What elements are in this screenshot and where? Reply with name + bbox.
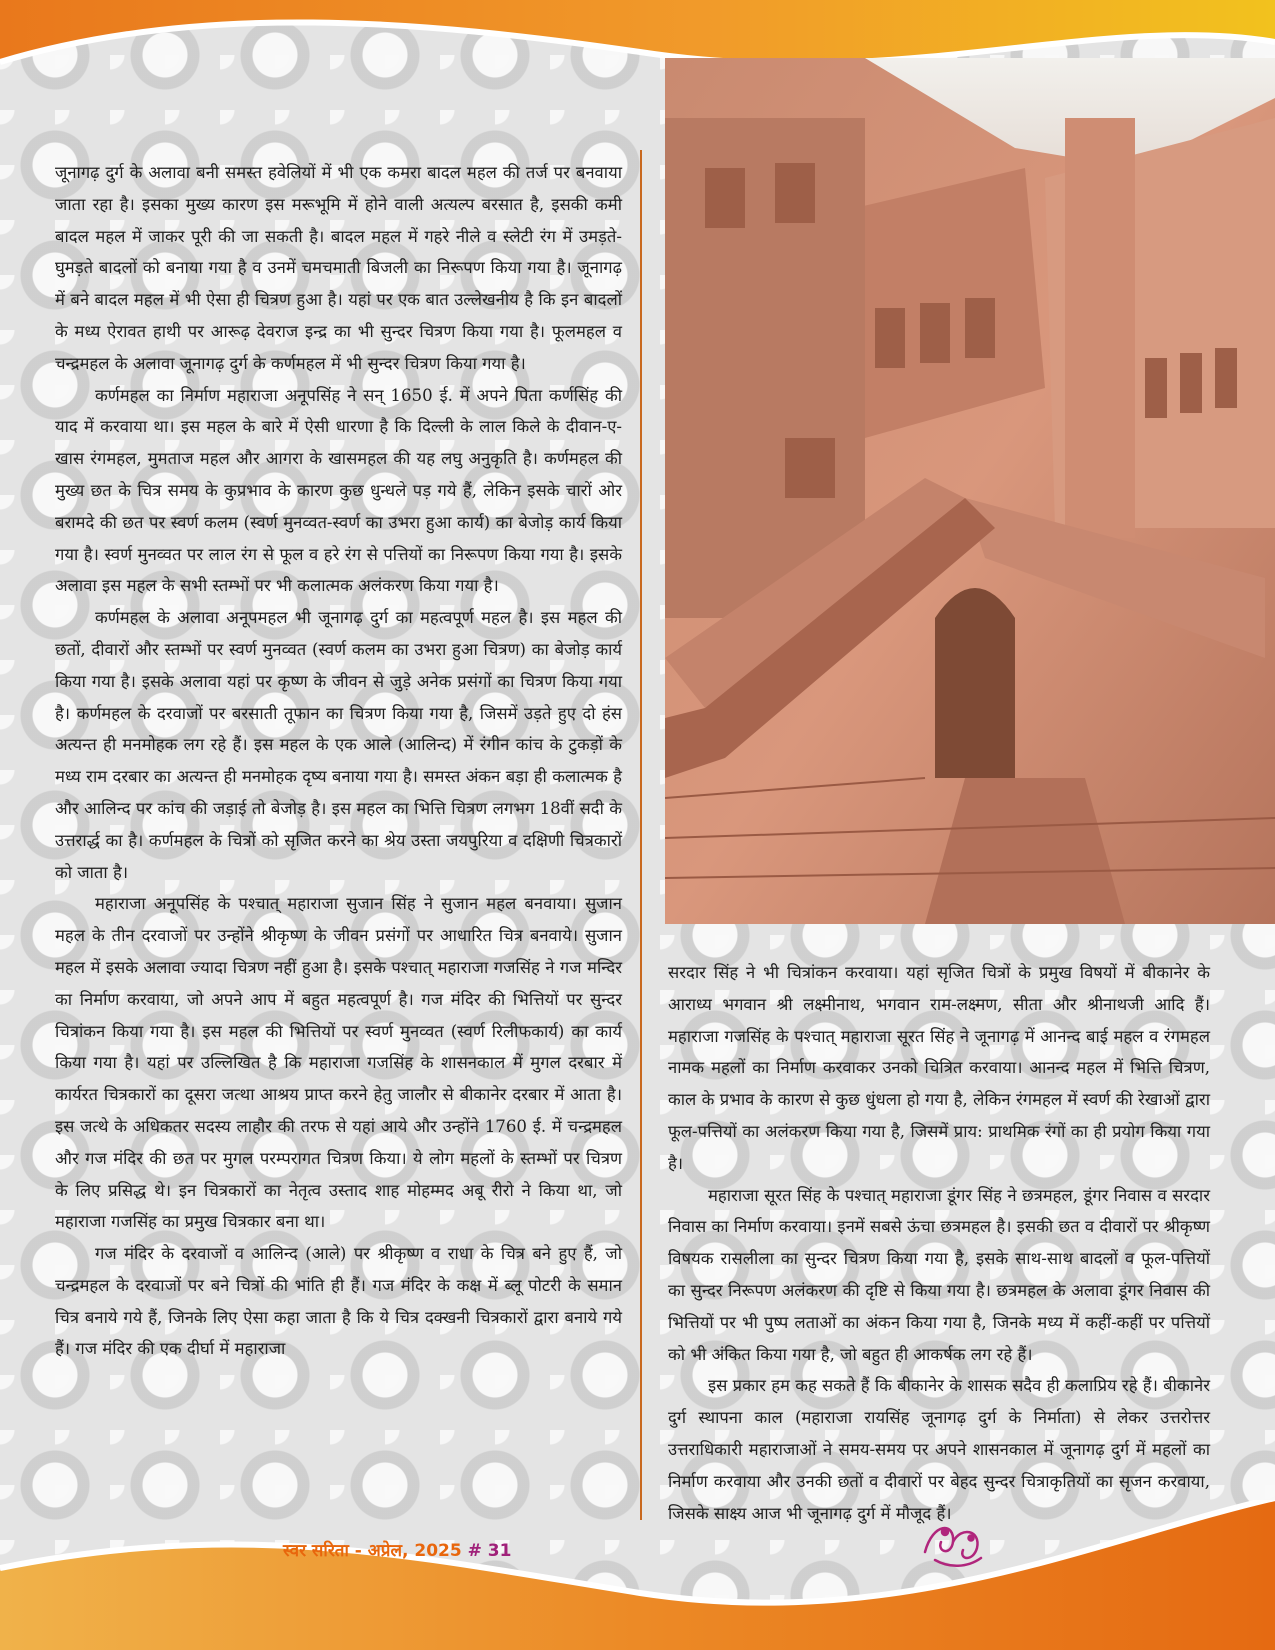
paragraph: जूनागढ़ दुर्ग के अलावा बनी समस्त हवेलियों में भी एक कमरा बादल महल की तर्ज पर बनवाया जाता रहा है। इसका मुख्य कारण इस मरूभूमि में होने वाली अत्यल्प बरसात है, इसकी कमी बादल महल में जाकर पूरी की जा सकती है। बादल महल में गहरे नीले व स्लेटी रंग में उमड़ते-घुमड़ते बादलों को बनाया गया है व उनमें चमचमाती बिजली का निरूपण किया गया है। जूनागढ़ में बने बादल महल में भी ऐसा ही चित्रण हुआ है। यहां पर एक बात उल्लेखनीय है कि इन बादलों के मध्य ऐरावत हाथी पर आरूढ़ देवराज इन्द्र का भी सुन्दर चित्रण किया गया है। फूलमहल व चन्द्रमहल के अलावा जूनागढ़ दुर्ग के कर्णमहल में भी सुन्दर चित्रण किया गया है। xyxy=(55,163,622,373)
paragraph: महाराजा सूरत सिंह के पश्चात् महाराजा डूंगर सिंह ने छत्रमहल, डूंगर निवास व सरदार निवास का निर्माण करवाया। इनमें सबसे ऊंचा छत्रमहल है। इसकी छत व दीवारों पर श्रीकृष्ण विषयक रासलीला का सुन्दर चित्रण किया गया है, इसके साथ-साथ बादलों व फूल-पत्तियों का सुन्दर निरूपण अलंकरण की दृष्टि से किया गया है। छत्रमहल के अलावा डूंगर निवास की भित्तियों पर भी पुष्प लताओं का अंकन किया गया है, जिनके मध्य में कहीं-कहीं पर पत्तियों को भी अंकित किया गया है, जो बहुत ही आकर्षक लग रहे हैं। xyxy=(668,1185,1210,1364)
palace-courtyard-illustration xyxy=(665,58,1275,924)
right-text-column xyxy=(668,957,1210,1529)
paragraph: कर्णमहल का निर्माण महाराजा अनूपसिंह ने सन् 1650 ई. में अपने पिता कर्णसिंह की याद में करवाया था। इस महल के बारे में ऐसी धारणा है कि दिल्ली के लाल किले के दीवान-ए-खास रंगमहल, मुमताज महल और आगरा के खासमहल की यह लघु अनुकृति है। कर्णमहल की मुख्य छत के चित्र समय के कुप्रभाव के कारण कुछ धुन्धले पड़ गये हैं, लेकिन इसके चारों ओर बरामदे की छत पर स्वर्ण कलम (स्वर्ण मुनव्वत-स्वर्ण का उभरा हुआ कार्य) का बेजोड़ कार्य किया गया है। स्वर्ण मुनव्वत पर लाल रंग से फूल व हरे रंग से पत्तियों का निरूपण किया गया है। इसके अलावा इस महल के सभी स्तम्भों पर भी कलात्मक अलंकरण किया गया है। xyxy=(55,385,622,596)
column-divider xyxy=(640,150,642,1520)
page-number: # 31 xyxy=(461,1541,512,1561)
paragraph: महाराजा अनूपसिंह के पश्चात् महाराजा सुजान सिंह ने सुजान महल बनवाया। सुजान महल के तीन दरवाजों पर उन्होंने श्रीकृष्ण के जीवन प्रसंगों पर आधारित चित्र बनवाये। सुजान महल में इसके अलावा ज्यादा चित्रण नहीं हुआ है। इसके पश्चात् महाराजा गजसिंह ने गज मन्दिर का निर्माण करवाया, जो अपने आप में बहुत महत्वपूर्ण है। गज मंदिर की भित्तियों पर सुन्दर चित्रांकन किया गया है। इस महल की भित्तियों पर स्वर्ण मुनव्वत (स्वर्ण रिलीफकार्य) का कार्य किया गया है। यहां पर उल्लिखित है कि महाराजा गजसिंह के शासनकाल में मुगल दरबार में कार्यरत चित्रकारों का दूसरा जत्था आश्रय प्राप्त करने हेतु जालौर से बीकानेर दरबार में आता है। इस जत्थे के अधिकतर सदस्य लाहौर की तरफ से यहां आये और उन्होंने 1760 ई. में चन्द्रमहल और गज मंदिर की छत पर मुगल परम्परागत चित्रण किया। ये लोग महलों के स्तम्भों पर चित्रण के लिए प्रसिद्ध थे। इन चित्रकारों का नेतृत्व उस्ताद शाह मोहम्मद अबू रीरो ने किया था, जो महाराजा गजसिंह का प्रमुख चित्रकार बना था। xyxy=(55,894,622,1232)
magazine-name: स्वर सरिता xyxy=(283,1541,349,1561)
palace-courtyard-photo xyxy=(665,58,1275,924)
floral-flourish-icon xyxy=(915,1512,991,1572)
paragraph: गज मंदिर के दरवाजों व आलिन्द (आले) पर श्रीकृष्ण व राधा के चित्र बने हुए हैं, जो चन्द्रमहल के दरवाजों पर बने चित्रों की भांति ही हैं। गज मंदिर के कक्ष में ब्लू पोटरी के समान चित्र बनाये गये हैं, जिनके लिए ऐसा कहा जाता है कि ये चित्र दक्खनी चित्रकारों द्वारा बनाये गये हैं। गज मंदिर की एक दीर्घा में महाराजा xyxy=(55,1244,622,1359)
left-text-column xyxy=(55,157,622,1365)
paragraph: इस प्रकार हम कह सकते हैं कि बीकानेर के शासक सदैव ही कलाप्रिय रहे हैं। बीकानेर दुर्ग स्थापना काल (महाराजा रायसिंह जूनागढ़ दुर्ग के निर्माता) से लेकर उत्तरोत्तर उत्तराधिकारी महाराजाओं ने समय-समय पर अपने शासनकाल में जूनागढ़ दुर्ग में महलों का निर्माण करवाया और उनकी छतों व दीवारों पर बेहद सुन्दर चित्राकृतियों का सृजन करवाया, जिसके साक्ष्य आज भी जूनागढ़ दुर्ग में मौजूद हैं। xyxy=(668,1376,1210,1523)
footer-separator: - xyxy=(348,1541,368,1561)
paragraph: सरदार सिंह ने भी चित्रांकन करवाया। यहां सृजित चित्रों के प्रमुख विषयों में बीकानेर के आराध्य भगवान श्री लक्ष्मीनाथ, भगवान राम-लक्ष्मण, सीता और श्रीनाथजी आदि हैं। महाराजा गजसिंह के पश्चात् महाराजा सूरत सिंह ने जूनागढ़ में आनन्द बाई महल व रंगमहल नामक महलों का निर्माण करवाकर उनको चित्रित करवाया। आनन्द महल में भित्ति चित्रण, काल के प्रभाव के कारण से कुछ धुंधला हो गया है, लेकिन रंगमहल में स्वर्ण की रेखाओं द्वारा फूल-पत्तियों का अलंकरण किया गया है, जिसमें प्राय: प्राथमिक रंगों का ही प्रयोग किया गया है। xyxy=(668,963,1210,1173)
page-footer xyxy=(283,1538,511,1561)
paragraph: कर्णमहल के अलावा अनूपमहल भी जूनागढ़ दुर्ग का महत्वपूर्ण महल है। इस महल की छतों, दीवारों और स्तम्भों पर स्वर्ण मुनव्वत (स्वर्ण कलम का उभरा हुआ चित्रण) का बेजोड़ कार्य किया गया है। इसके अलावा यहां पर कृष्ण के जीवन से जुड़े अनेक प्रसंगों का चित्रण किया गया है। कर्णमहल के दरवाजों पर बरसाती तूफान का चित्रण किया गया है, जिसमें उड़ते हुए दो हंस अत्यन्त ही मनमोहक लग रहे हैं। इस महल के एक आले (आलिन्द) में रंगीन कांच के टुकड़ों के मध्य राम दरबार का अत्यन्त ही मनमोहक दृष्य बनाया गया है। समस्त अंकन बड़ा ही कलात्मक है और आलिन्द पर कांच की जड़ाई तो बेजोड़ है। इस महल का भित्ति चित्रण लगभग 18वीं सदी के उत्तरार्द्ध का है। कर्णमहल के चित्रों को सृजित करने का श्रेय उस्ता जयपुरिया व दक्षिणी चित्रकारों को जाता है। xyxy=(55,608,622,882)
issue-date: अप्रेल, 2025 xyxy=(367,1541,462,1561)
